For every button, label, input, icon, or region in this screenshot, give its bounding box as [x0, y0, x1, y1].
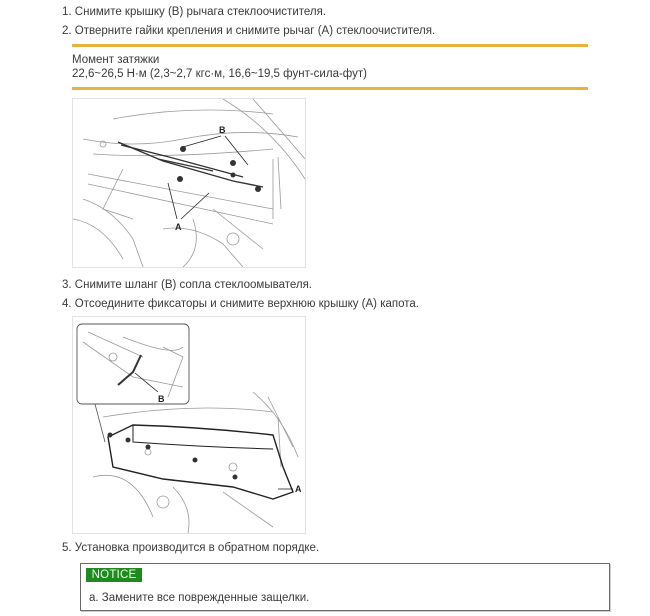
cowl-cover-illustration — [73, 317, 305, 533]
torque-title: Момент затяжки — [72, 54, 160, 66]
step-number: 3. — [62, 279, 72, 291]
inset-detail-frame — [77, 324, 189, 404]
figure-label-a: A — [175, 222, 182, 232]
figure-wiper-arm — [72, 98, 306, 268]
notice-text: a. Замените все поврежденные защелки. — [89, 592, 310, 604]
figure-cowl-cover — [72, 316, 306, 534]
step-4 — [62, 297, 419, 311]
step-text: Отсоедините фиксаторы и снимите верхнюю крышку (A) капота. — [74, 298, 419, 310]
figure-label-b: B — [219, 125, 226, 135]
step-number: 2. — [62, 25, 72, 37]
step-text: Снимите крышку (B) рычага стеклоочистителя. — [74, 6, 327, 18]
step-text: Установка производится в обратном порядке. — [74, 542, 320, 554]
figure-label-b: B — [158, 394, 165, 404]
step-text: Снимите шланг (B) сопла стеклоомывателя. — [74, 279, 312, 291]
step-number: 4. — [62, 298, 72, 310]
step-text: Отверните гайки крепления и снимите рычаг (A) стеклоочистителя. — [74, 25, 436, 37]
step-3 — [62, 278, 312, 292]
step-number: 5. — [62, 542, 72, 554]
step-2 — [62, 24, 435, 38]
spec-bottom-rule — [72, 87, 588, 90]
notice-box — [80, 563, 610, 611]
step-1 — [62, 5, 326, 19]
step-number: 1. — [62, 6, 72, 18]
step-5 — [62, 541, 319, 555]
torque-value: 22,6~26,5 Н·м (2,3~2,7 кгс·м, 16,6~19,5 фунт-сила-фут) — [72, 68, 367, 80]
wiper-arm-illustration — [73, 99, 305, 267]
notice-badge: NOTICE — [86, 568, 142, 582]
figure-label-a: A — [295, 484, 302, 494]
spec-top-rule — [72, 44, 588, 47]
